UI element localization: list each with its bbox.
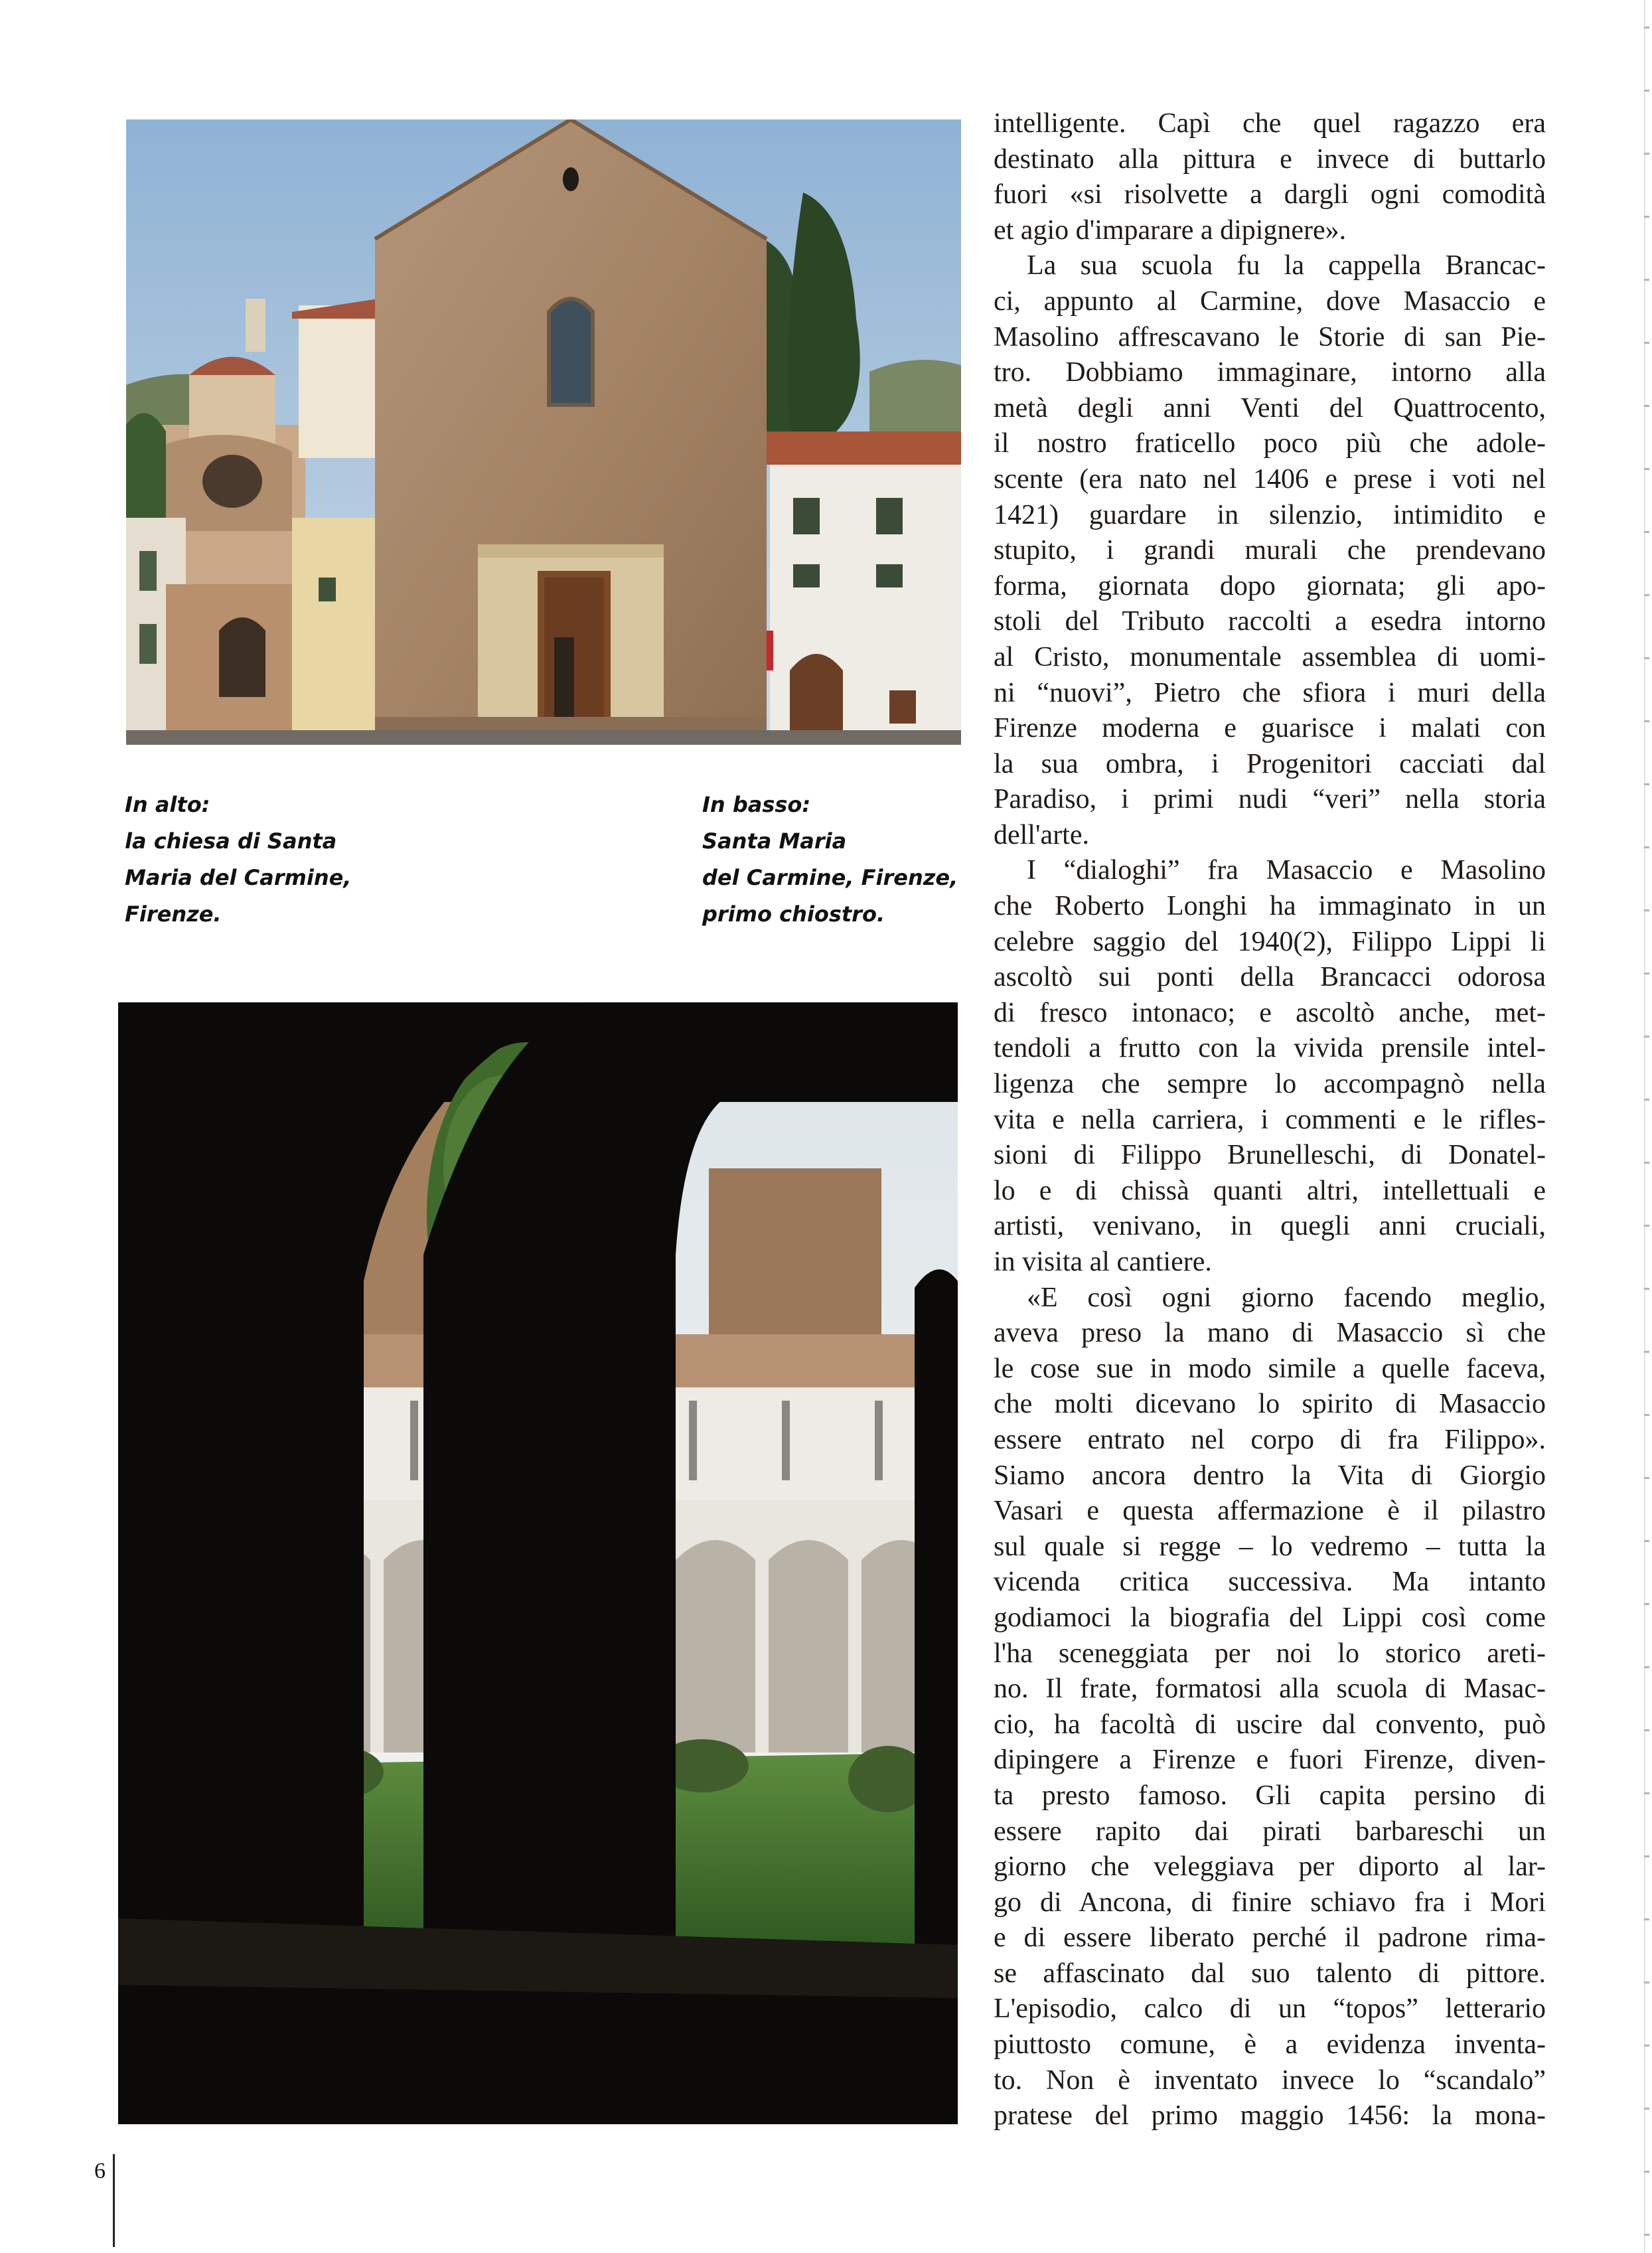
edge-tick xyxy=(1644,1729,1649,1731)
text-line: ligenza che sempre lo accompagnò nella xyxy=(994,1069,1546,1100)
edge-tick xyxy=(1644,2171,1649,2173)
text-line: ni “nuovi”, Pietro che sfiora i muri della xyxy=(994,677,1546,708)
caption-line: la chiesa di Santa xyxy=(125,828,337,854)
text-line: che Roberto Longhi ha immaginato in un xyxy=(994,891,1546,922)
edge-tick xyxy=(1644,1981,1649,1983)
edge-tick xyxy=(1644,1792,1649,1794)
caption-line: Maria del Carmine, xyxy=(125,865,352,890)
text-line: l'ha sceneggiata per noi lo storico areti- xyxy=(994,1638,1546,1669)
text-line: Vasari e questa affermazione è il pilastro xyxy=(994,1496,1546,1527)
text-line: pratese del primo maggio 1456: la mona- xyxy=(994,2100,1546,2132)
caption-line: primo chiostro. xyxy=(702,901,885,927)
text-line: ta presto famoso. Gli capita persino di xyxy=(994,1780,1546,1811)
text-line: to. Non è inventato invece lo “scandalo” xyxy=(994,2064,1546,2096)
text-line: piuttosto comune, è a evidenza inventa- xyxy=(994,2029,1546,2060)
edge-tick xyxy=(1644,1666,1649,1668)
text-line: ci, appunto al Carmine, dove Masaccio e xyxy=(994,285,1546,317)
text-line: e di essere liberato perché il padrone rima- xyxy=(994,1922,1546,1954)
cloister-illustration xyxy=(118,1002,958,2124)
text-line: cio, ha facoltà di uscire dal convento, può xyxy=(994,1709,1546,1740)
text-line: L'episodio, calco di un “topos” letterario xyxy=(994,1993,1546,2025)
edge-tick xyxy=(1644,909,1649,911)
edge-tick xyxy=(1644,405,1649,407)
text-line: Firenze moderna e guarisce i malati con xyxy=(994,713,1546,744)
caption-line: Santa Maria xyxy=(702,828,847,854)
text-line: et agio d'imparare a dipignere». xyxy=(994,214,1347,246)
text-line: I “dialoghi” fra Masaccio e Masolino xyxy=(1027,855,1546,886)
text-line: giorno che veleggiava per diporto al lar- xyxy=(994,1851,1546,1883)
caption-line: In basso: xyxy=(702,792,811,817)
edge-tick xyxy=(1644,1855,1649,1857)
edge-tick xyxy=(1644,342,1649,344)
text-line: fuori «si risolvette a dargli ogni comodità xyxy=(994,179,1546,210)
edge-tick xyxy=(1644,2234,1649,2236)
text-line: in visita al cantiere. xyxy=(994,1247,1212,1277)
text-line: forma, giornata dopo giornata; gli apo- xyxy=(994,570,1546,601)
text-line: no. Il frate, formatosi alla scuola di Masac- xyxy=(994,1673,1546,1705)
text-line: dell'arte. xyxy=(994,819,1089,850)
text-line: «E così ogni giorno facendo meglio, xyxy=(1027,1282,1546,1313)
caption-bottom xyxy=(702,787,958,933)
text-line: le cose sue in modo simile a quelle faceva, xyxy=(994,1353,1546,1384)
text-line: vita e nella carriera, i commenti e le rifles- xyxy=(994,1104,1546,1135)
text-line: che molti dicevano lo spirito di Masaccio xyxy=(994,1389,1546,1420)
text-line: aveva preso la mano di Masaccio sì che xyxy=(994,1318,1546,1349)
edge-tick xyxy=(1644,1162,1649,1164)
edge-tick xyxy=(1644,1477,1649,1479)
edge-tick xyxy=(1644,657,1649,659)
edge-tick xyxy=(1644,1288,1649,1290)
edge-tick xyxy=(1644,531,1649,533)
edge-tick xyxy=(1644,846,1649,848)
caption-line: In alto: xyxy=(125,792,210,817)
edge-tick xyxy=(1644,1351,1649,1353)
edge-tick xyxy=(1644,27,1649,29)
text-line: stoli del Tributo raccolti a esedra intorno xyxy=(994,606,1546,637)
edge-tick xyxy=(1644,2045,1649,2047)
text-line: La sua scuola fu la cappella Brancac- xyxy=(1027,250,1546,281)
text-line: la sua ombra, i Progenitori cacciati dal xyxy=(994,748,1546,779)
text-line: destinato alla pittura e invece di buttarlo xyxy=(994,143,1546,175)
text-line: stupito, i grandi murali che prendevano xyxy=(994,535,1546,566)
text-line: Siamo ancora dentro la Vita di Giorgio xyxy=(994,1460,1546,1491)
edge-tick xyxy=(1644,90,1649,92)
text-line: essere rapito dai pirati barbareschi un xyxy=(994,1816,1546,1847)
caption-line: del Carmine, Firenze, xyxy=(702,865,958,890)
text-line: Masolino affrescavano le Storie di san Pie- xyxy=(994,321,1546,352)
cloister-photo xyxy=(118,1002,958,2124)
edge-tick xyxy=(1644,1603,1649,1605)
text-line: artisti, venivano, in quegli anni cruciali, xyxy=(994,1211,1546,1242)
edge-tick xyxy=(1644,1099,1649,1101)
scan-edge-ticks xyxy=(1632,0,1652,2253)
edge-tick xyxy=(1644,468,1649,470)
text-line: celebre saggio del 1940(2), Filippo Lippi li xyxy=(994,926,1546,957)
edge-tick xyxy=(1644,594,1649,596)
church-facade-illustration xyxy=(126,119,961,745)
text-line: metà degli anni Venti del Quattrocento, xyxy=(994,392,1546,424)
text-line: di fresco intonaco; e ascoltò anche, met- xyxy=(994,997,1546,1028)
edge-tick xyxy=(1644,2108,1649,2110)
text-line: sul quale si regge – lo vedremo – tutta la xyxy=(994,1531,1546,1562)
text-line: dipingere a Firenze e fuori Firenze, diven- xyxy=(994,1745,1546,1776)
edge-tick xyxy=(1644,1225,1649,1227)
text-line: go di Ancona, di finire schiavo fra i Mori xyxy=(994,1887,1546,1918)
text-line: sioni di Filippo Brunelleschi, di Donatel- xyxy=(994,1140,1546,1171)
page-number: 6 xyxy=(94,2159,106,2183)
edge-tick xyxy=(1644,1540,1649,1542)
text-line: ascoltò sui ponti della Brancacci odorosa xyxy=(994,962,1546,993)
text-line: al Cristo, monumentale assemblea di uomi- xyxy=(994,641,1546,672)
text-line: Paradiso, i primi nudi “veri” nella storia xyxy=(994,784,1546,815)
text-line: scente (era nato nel 1406 e prese i voti nel xyxy=(994,463,1546,495)
text-line: tendoli a frutto con la vivida prensile intel- xyxy=(994,1033,1546,1064)
text-line: intelligente. Capì che quel ragazzo era xyxy=(994,108,1546,139)
folio-rule xyxy=(113,2154,115,2247)
text-line: se affascinato dal suo talento di pittore. xyxy=(994,1958,1546,1989)
text-line: 1421) guardare in silenzio, intimidito e xyxy=(994,499,1546,530)
caption-line: Firenze. xyxy=(125,901,222,927)
text-line: vicenda critica successiva. Ma intanto xyxy=(994,1567,1546,1598)
text-line: il nostro fraticello poco più che adole- xyxy=(994,428,1546,459)
edge-tick xyxy=(1644,1918,1649,1920)
edge-tick xyxy=(1644,972,1649,974)
text-line: lo e di chissà quanti altri, intellettuali e xyxy=(994,1175,1546,1206)
edge-tick xyxy=(1644,720,1649,722)
edge-tick xyxy=(1644,1036,1649,1038)
edge-tick xyxy=(1644,216,1649,218)
edge-tick xyxy=(1644,279,1649,281)
body-text-column xyxy=(994,106,1546,2134)
edge-tick xyxy=(1644,1414,1649,1416)
edge-tick xyxy=(1644,783,1649,785)
church-facade-photo xyxy=(126,119,961,745)
text-line: tro. Dobbiamo immaginare, intorno alla xyxy=(994,357,1546,388)
text-line: essere entrato nel corpo di fra Filippo». xyxy=(994,1424,1546,1455)
edge-tick xyxy=(1644,153,1649,155)
text-line: godiamoci la biografia del Lippi così come xyxy=(994,1602,1546,1633)
caption-top xyxy=(125,787,351,933)
